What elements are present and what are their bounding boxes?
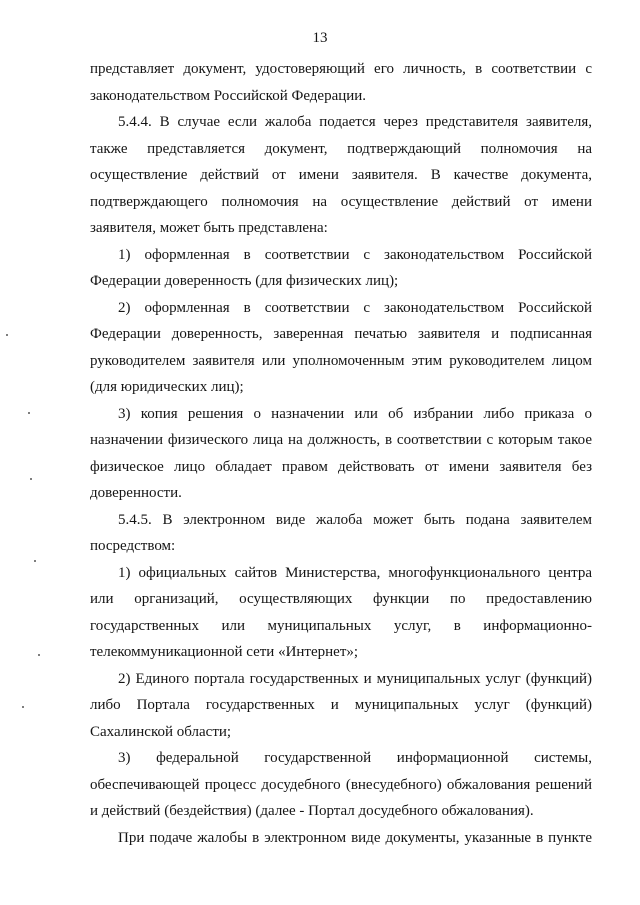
text-line: 3) копия решения о назначении или об избрании либо приказа о xyxy=(118,405,592,422)
text-line: подтверждающего полномочия на осуществление действий от имени xyxy=(90,193,592,210)
text-line: Федерации доверенность (для физических лиц); xyxy=(90,273,399,289)
text-line: осуществление действий от имени заявителя. В качестве документа, xyxy=(90,167,592,183)
text-line: государственных или муниципальных услуг, в информационно- xyxy=(90,617,592,634)
text-line: 1) официальных сайтов Министерства, многофункционального центра xyxy=(118,564,592,581)
text-line: 3) федеральной государственной информационной системы, xyxy=(118,750,592,766)
scan-speck xyxy=(34,560,36,562)
text-line: Федерации доверенность, заверенная печатью заявителя и подписанная xyxy=(90,326,592,342)
text-line: или организаций, осуществляющих функции по предоставлению xyxy=(90,591,592,607)
scan-speck xyxy=(22,706,24,708)
text-line: 5.4.5. В электронном виде жалоба может быть подана заявителем xyxy=(118,511,592,528)
page-number: 13 xyxy=(312,30,328,46)
text-line: доверенности. xyxy=(90,485,182,501)
text-line: также представляется документ, подтверждающий полномочия на xyxy=(90,140,592,157)
text-line: 2) оформленная в соответствии с законодательством Российской xyxy=(118,299,592,316)
text-line: физическое лицо обладает правом действовать от имени заявителя без xyxy=(90,458,592,475)
text-line: 5.4.4. В случае если жалоба подается через представителя заявителя, xyxy=(118,114,592,130)
text-line: и действий (бездействия) (далее - Портал досудебного обжалования). xyxy=(90,803,534,819)
text-line: законодательством Российской Федерации. xyxy=(90,87,367,104)
text-line: представляет документ, удостоверяющий его личность, в соответствии с xyxy=(90,61,592,77)
text-line: 2) Единого портала государственных и муниципальных услуг (функций) xyxy=(118,670,592,687)
scan-speck xyxy=(38,654,40,656)
text-line: посредством: xyxy=(90,538,176,554)
text-line: Сахалинской области; xyxy=(90,723,232,740)
text-line: заявителя, может быть представлена: xyxy=(90,220,328,236)
text-line: либо Портала государственных и муниципальных услуг (функций) xyxy=(90,697,592,713)
scan-speck xyxy=(30,478,32,480)
text-line: обеспечивающей процесс досудебного (внесудебного) обжалования решений xyxy=(90,776,592,793)
text-line: 1) оформленная в соответствии с законодательством Российской xyxy=(118,246,592,263)
body-text xyxy=(90,56,592,851)
scan-speck xyxy=(6,334,8,336)
text-line: руководителем заявителя или уполномоченным этим руководителем лицом xyxy=(90,352,592,369)
text-line: При подаче жалобы в электронном виде документы, указанные в пункте xyxy=(118,829,592,846)
text-line: (для юридических лиц); xyxy=(90,379,244,395)
scan-speck xyxy=(28,412,30,414)
text-line: телекоммуникационной сети «Интернет»; xyxy=(90,644,359,660)
text-line: назначении физического лица на должность, в соответствии с которым такое xyxy=(90,432,592,448)
